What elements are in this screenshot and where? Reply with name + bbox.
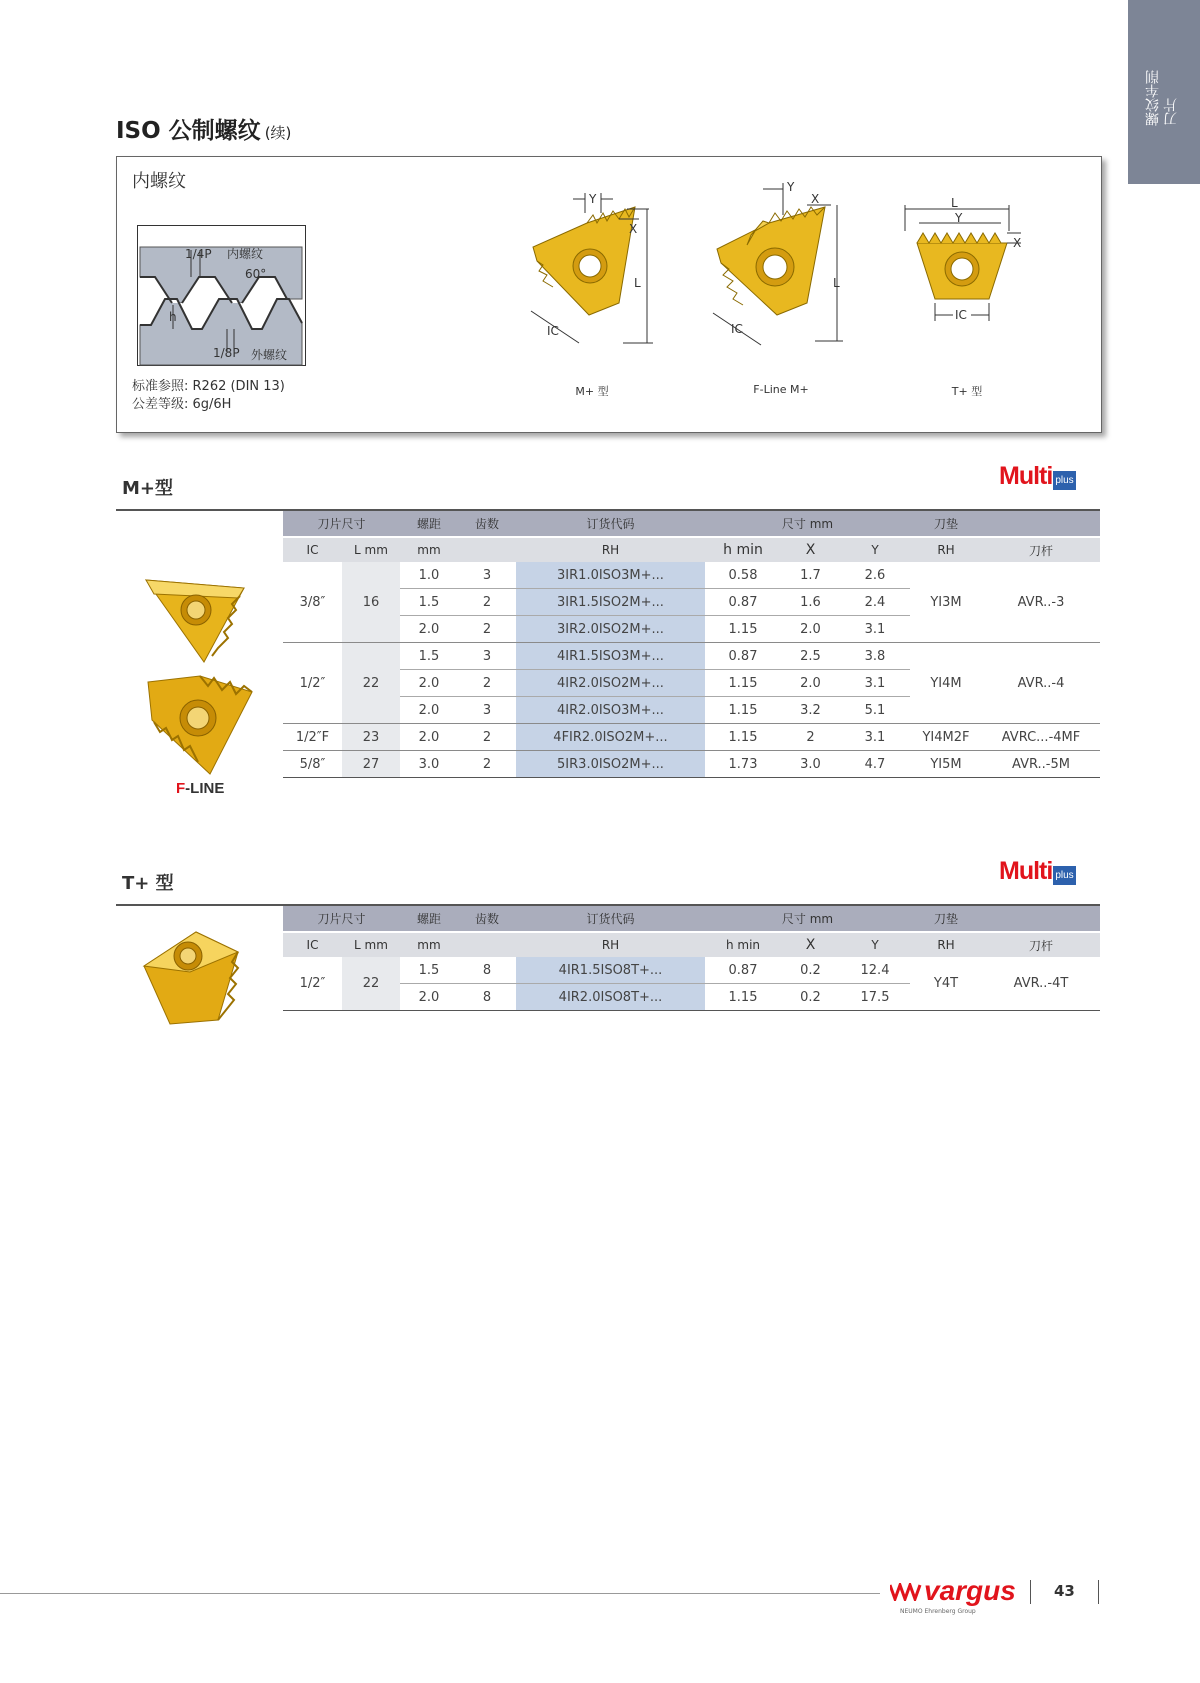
header-shim-rh: RH: [910, 537, 982, 562]
teeth-cell: 3: [458, 562, 516, 589]
holder-cell: AVRC...-4MF: [982, 724, 1100, 751]
header-mm: mm: [400, 932, 458, 957]
header-dimensions: 尺寸 mm: [705, 906, 910, 932]
ic-cell: 3/8″: [283, 562, 342, 643]
y-cell: 3.1: [840, 670, 910, 697]
l-cell: 27: [342, 751, 400, 778]
teeth-cell: 3: [458, 697, 516, 724]
ic-cell: 1/2″: [283, 643, 342, 724]
x-cell: 2: [781, 724, 840, 751]
table-row: [283, 957, 1100, 984]
order-code-cell: 4IR2.0ISO8T+...: [516, 984, 705, 1011]
shim-cell: Y4T: [910, 957, 982, 1011]
header-order-code: 订货代码: [516, 511, 705, 537]
m-plus-header-row-2: [283, 537, 1100, 562]
holder-cell: AVR..-4T: [982, 957, 1100, 1011]
t-plus-header-row-2: [283, 932, 1100, 957]
header-x: X: [781, 537, 840, 562]
vargus-logo-text: vargus: [924, 1575, 1016, 1606]
teeth-cell: 8: [458, 984, 516, 1011]
x-cell: 0.2: [781, 984, 840, 1011]
header-ic: IC: [283, 932, 342, 957]
label-h: h: [169, 310, 177, 324]
multiplus-logo: [999, 462, 1076, 491]
y-cell: 17.5: [840, 984, 910, 1011]
order-code-cell: 4IR2.0ISO3M+...: [516, 697, 705, 724]
x-cell: 3.2: [781, 697, 840, 724]
hmin-cell: 1.15: [705, 697, 781, 724]
header-shim: 刀垫: [910, 511, 982, 537]
page-title-main: ISO 公制螺纹: [116, 118, 261, 144]
t-plus-caption: T+ 型: [951, 385, 983, 398]
hmin-cell: 0.87: [705, 589, 781, 616]
header-hmin: h min: [705, 537, 781, 562]
fline-l-label: L: [833, 276, 840, 290]
header-teeth: 齿数: [458, 906, 516, 932]
hmin-cell: 1.15: [705, 670, 781, 697]
pitch-cell: 2.0: [400, 697, 458, 724]
info-box-title: 内螺纹: [132, 171, 186, 192]
page-title-sub: (续): [264, 124, 292, 142]
header-rh: RH: [516, 932, 705, 957]
standard-text: 标准参照: R262 (DIN 13): [132, 379, 285, 394]
hmin-cell: 0.58: [705, 562, 781, 589]
hmin-cell: 1.15: [705, 616, 781, 643]
x-cell: 3.0: [781, 751, 840, 778]
pitch-cell: 2.0: [400, 616, 458, 643]
hmin-cell: 0.87: [705, 957, 781, 984]
hmin-cell: 1.15: [705, 984, 781, 1011]
order-code-cell: 4IR1.5ISO8T+...: [516, 957, 705, 984]
pitch-cell: 2.0: [400, 670, 458, 697]
m-plus-section-title: M+型: [122, 478, 173, 499]
header-l: L mm: [342, 537, 400, 562]
fline-y-label: Y: [787, 180, 795, 194]
label-quarter-p: 1/4P: [185, 247, 212, 261]
l-cell: 22: [342, 957, 400, 1011]
y-cell: 3.1: [840, 724, 910, 751]
fline-logo: F-LINE: [176, 780, 225, 797]
y-cell: 2.6: [840, 562, 910, 589]
pitch-cell: 1.5: [400, 957, 458, 984]
x-cell: 2.0: [781, 670, 840, 697]
header-insert-size: 刀片尺寸: [283, 906, 400, 932]
header-y: Y: [840, 537, 910, 562]
teeth-cell: 2: [458, 589, 516, 616]
header-rh: RH: [516, 537, 705, 562]
y-cell: 3.8: [840, 643, 910, 670]
l-cell: 22: [342, 643, 400, 724]
table-row: [283, 751, 1100, 778]
holder-cell: AVR..-5M: [982, 751, 1100, 778]
m-plus-insert-image: [140, 568, 252, 664]
footer-separator: [1098, 1580, 1099, 1604]
m-plus-ic-label: IC: [547, 324, 559, 338]
m-plus-l-label: L: [634, 276, 641, 290]
teeth-cell: 8: [458, 957, 516, 984]
header-dimensions: 尺寸 mm: [705, 511, 910, 537]
pitch-cell: 1.5: [400, 589, 458, 616]
multiplus-logo-plus: plus: [1053, 471, 1075, 490]
header-shim: 刀垫: [910, 906, 982, 932]
header-pitch: 螺距: [400, 906, 458, 932]
multiplus-logo-plus: plus: [1053, 866, 1075, 885]
t-plus-insert-image: [140, 928, 244, 1028]
order-code-cell: 4IR1.5ISO3M+...: [516, 643, 705, 670]
header-ic: IC: [283, 537, 342, 562]
order-code-cell: 5IR3.0ISO2M+...: [516, 751, 705, 778]
teeth-cell: 2: [458, 616, 516, 643]
teeth-cell: 2: [458, 724, 516, 751]
y-cell: 4.7: [840, 751, 910, 778]
pitch-cell: 1.5: [400, 643, 458, 670]
order-code-cell: 3IR1.0ISO3M+...: [516, 562, 705, 589]
info-box: [116, 156, 1102, 433]
header-order-code: 订货代码: [516, 906, 705, 932]
standard-reference: [132, 378, 285, 414]
header-holder: 刀杆: [982, 537, 1100, 562]
t-plus-y-label: Y: [955, 211, 963, 225]
shim-cell: YI3M: [910, 562, 982, 643]
footer-divider: [0, 1593, 880, 1594]
label-internal-thread: 内螺纹: [227, 247, 264, 261]
l-cell: 23: [342, 724, 400, 751]
tolerance-text: 公差等级: 6g/6H: [132, 397, 232, 412]
t-plus-insert-diagram: [897, 191, 1027, 341]
header-teeth: 齿数: [458, 511, 516, 537]
page-number: 43: [1054, 1582, 1075, 1600]
vargus-logo-mark: [890, 1583, 924, 1601]
thread-profile-diagram: [137, 225, 307, 367]
fline-insert-diagram: [707, 175, 857, 351]
fline-caption: F-Line M+: [753, 383, 809, 396]
shim-cell: YI5M: [910, 751, 982, 778]
m-plus-header-row-1: [283, 511, 1100, 537]
teeth-cell: 2: [458, 670, 516, 697]
header-l: L mm: [342, 932, 400, 957]
header-holder: 刀杆: [982, 932, 1100, 957]
order-code-cell: 3IR2.0ISO2M+...: [516, 616, 705, 643]
header-hmin: h min: [705, 932, 781, 957]
vargus-logo: [890, 1575, 1016, 1615]
multiplus-logo-text: Multi: [999, 857, 1053, 885]
shim-cell: YI4M2F: [910, 724, 982, 751]
order-code-cell: 4FIR2.0ISO2M+...: [516, 724, 705, 751]
fline-insert-image: [140, 672, 258, 776]
hmin-cell: 0.87: [705, 643, 781, 670]
header-mm: mm: [400, 537, 458, 562]
m-plus-caption: M+ 型: [575, 385, 609, 398]
pitch-cell: 2.0: [400, 724, 458, 751]
pitch-cell: 3.0: [400, 751, 458, 778]
multiplus-logo-text: Multi: [999, 462, 1053, 490]
t-plus-x-label: X: [1013, 236, 1022, 250]
holder-cell: AVR..-3: [982, 562, 1100, 643]
y-cell: 5.1: [840, 697, 910, 724]
pitch-cell: 1.0: [400, 562, 458, 589]
x-cell: 2.5: [781, 643, 840, 670]
label-eighth-p: 1/8P: [213, 346, 240, 360]
m-plus-x-label: X: [629, 222, 638, 236]
teeth-cell: 3: [458, 643, 516, 670]
ic-cell: 1/2″: [283, 957, 342, 1011]
hmin-cell: 1.73: [705, 751, 781, 778]
x-cell: 1.7: [781, 562, 840, 589]
pitch-cell: 2.0: [400, 984, 458, 1011]
side-tab: [1128, 0, 1200, 184]
y-cell: 2.4: [840, 589, 910, 616]
hmin-cell: 1.15: [705, 724, 781, 751]
multiplus-logo: [999, 857, 1076, 886]
order-code-cell: 3IR1.5ISO2M+...: [516, 589, 705, 616]
table-row: [283, 562, 1100, 589]
y-cell: 3.1: [840, 616, 910, 643]
header-x: X: [781, 932, 840, 957]
t-plus-table: [283, 906, 1100, 1011]
table-row: [283, 724, 1100, 751]
header-insert-size: 刀片尺寸: [283, 511, 400, 537]
label-angle: 60°: [245, 267, 267, 281]
footer-separator: [1030, 1580, 1031, 1604]
x-cell: 1.6: [781, 589, 840, 616]
table-row: [283, 643, 1100, 670]
t-plus-header-row-1: [283, 906, 1100, 932]
l-cell: 16: [342, 562, 400, 643]
x-cell: 0.2: [781, 957, 840, 984]
fline-x-label: X: [811, 192, 820, 206]
shim-cell: YI4M: [910, 643, 982, 724]
fline-ic-label: IC: [731, 322, 743, 336]
ic-cell: 1/2″F: [283, 724, 342, 751]
page-title: [116, 112, 291, 145]
m-plus-y-label: Y: [589, 192, 597, 206]
teeth-cell: 2: [458, 751, 516, 778]
order-code-cell: 4IR2.0ISO2M+...: [516, 670, 705, 697]
header-shim-rh: RH: [910, 932, 982, 957]
header-y: Y: [840, 932, 910, 957]
label-external-thread: 外螺纹: [251, 348, 288, 362]
holder-cell: AVR..-4: [982, 643, 1100, 724]
x-cell: 2.0: [781, 616, 840, 643]
side-tab-label: 螺纹车削 刀片: [1145, 70, 1179, 126]
header-pitch: 螺距: [400, 511, 458, 537]
t-plus-l-label: L: [951, 196, 958, 210]
ic-cell: 5/8″: [283, 751, 342, 778]
m-plus-insert-diagram: [527, 183, 667, 353]
t-plus-section-title: T+ 型: [122, 873, 174, 894]
vargus-tagline: NEUMO Ehrenberg Group: [900, 1608, 976, 1615]
m-plus-table: [283, 511, 1100, 778]
y-cell: 12.4: [840, 957, 910, 984]
t-plus-ic-label: IC: [955, 308, 967, 322]
